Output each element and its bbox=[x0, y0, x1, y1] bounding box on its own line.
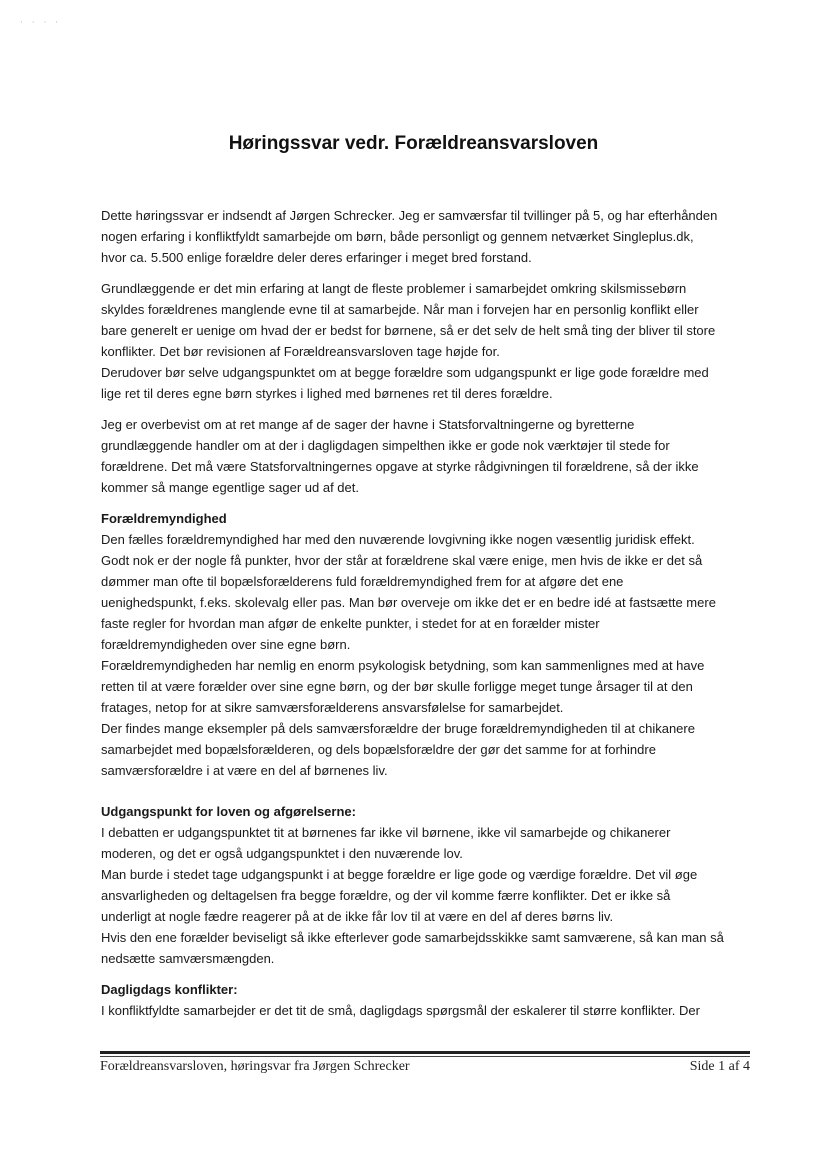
text-line: Forældremyndigheden har nemlig en enorm psykologisk betydning, som kan sammenlignes med at have bbox=[101, 658, 705, 673]
section-heading: Forældremyndighed bbox=[101, 511, 227, 526]
text-line: forældrene. Det må være Statsforvaltningernes opgave at styrke rådgivningen til forældrene, så der ikke bbox=[101, 459, 699, 474]
section-udgangspunkt bbox=[101, 801, 751, 969]
text-line: I debatten er udgangspunktet tit at børnenes far ikke vil børnene, ikke vil samarbejde og chikanerer bbox=[101, 825, 671, 840]
text-line: kommer så mange egentlige sager ud af det. bbox=[101, 480, 359, 495]
text-line: nedsætte samværsmængden. bbox=[101, 951, 275, 966]
text-line: dømmer man ofte til bopælsforælderens fuld forældremyndighed frem for at afgøre det ene bbox=[101, 574, 624, 589]
text-line: grundlæggende handler om at der i dagligdagen simpelthen ikke er gode nok værktøjer til stede for bbox=[101, 438, 670, 453]
text-line: Jeg er overbevist om at ret mange af de sager der havne i Statsforvaltningerne og byretterne bbox=[101, 417, 635, 432]
section-heading: Udgangspunkt for loven og afgørelserne: bbox=[101, 804, 356, 819]
text-line: Der findes mange eksempler på dels samværsforældre der bruge forældremyndigheden til at chikanere bbox=[101, 721, 695, 736]
document-body bbox=[101, 205, 751, 1031]
text-line: Derudover bør selve udgangspunktet om at begge forældre som udgangspunkt er lige gode forældre med bbox=[101, 365, 709, 380]
text-line: forældremyndigheden over sine egne børn. bbox=[101, 637, 351, 652]
spacer bbox=[101, 791, 751, 801]
page-number: Side 1 af 4 bbox=[689, 1059, 750, 1074]
text-line: faste regler for hvordan man afgør de enkelte punkter, i stedet for at en forælder mister bbox=[101, 616, 600, 631]
footer-divider bbox=[100, 1051, 750, 1054]
text-line: samarbejdet med bopælsforælderen, og dels bopælsforældre der gør det samme for at forhindre bbox=[101, 742, 656, 757]
scan-marks: · · · · bbox=[20, 18, 62, 28]
paragraph-intro bbox=[101, 205, 751, 268]
text-line: moderen, og det er også udgangspunktet i den nuværende lov. bbox=[101, 846, 463, 861]
text-line: nogen erfaring i konfliktfyldt samarbejde om børn, både personligt og gennem netværket Singleplus.dk, bbox=[101, 229, 694, 244]
text-line: lige ret til deres egne børn styrkes i lighed med børnenes ret til deres forældre. bbox=[101, 386, 553, 401]
text-line: retten til at være forælder over sine egne børn, og der bør skulle forligge meget tunge årsager til at den bbox=[101, 679, 693, 694]
text-line: hvor ca. 5.500 enlige forældre deler deres erfaringer i meget bred forstand. bbox=[101, 250, 532, 265]
text-line: I konfliktfyldte samarbejder er det tit de små, dagligdags spørgsmål der eskalerer til større konflikter. Der bbox=[101, 1003, 700, 1018]
text-line: ansvarligheden og deltagelsen fra begge forældre, og der vil komme færre konflikter. Det er ikke så bbox=[101, 888, 671, 903]
text-line: Dette høringssvar er indsendt af Jørgen Schrecker. Jeg er samværsfar til tvillinger på 5, og har efterhånden bbox=[101, 208, 718, 223]
document-title: Høringssvar vedr. Forældreansvarsloven bbox=[228, 133, 599, 154]
text-line: underligt at nogle fædre reagerer på at de ikke får lov til at være en del af deres børns liv. bbox=[101, 909, 614, 924]
text-line: bare generelt er uenige om hvad der er bedst for børnene, så er det selv de helt små ting der bliver til store bbox=[101, 323, 716, 338]
text-line: Man burde i stedet tage udgangspunkt i at begge forældre er lige gode og værdige forældre. Det vil øge bbox=[101, 867, 698, 882]
section-heading: Dagligdags konflikter: bbox=[101, 982, 238, 997]
footer-divider-thin bbox=[100, 1056, 750, 1057]
text-line: konflikter. Det bør revisionen af Forældreansvarsloven tage højde for. bbox=[101, 344, 500, 359]
section-foraeldremyndighed bbox=[101, 508, 751, 781]
section-dagligdags bbox=[101, 979, 751, 1021]
paragraph-cooperation bbox=[101, 278, 751, 404]
text-line: Grundlæggende er det min erfaring at langt de fleste problemer i samarbejdet omkring skilsmissebørn bbox=[101, 281, 687, 296]
text-line: Den fælles forældremyndighed har med den nuværende lovgivning ikke nogen væsentlig juridisk effekt. bbox=[101, 532, 695, 547]
footer-document-title: Forældreansvarsloven, høringsvar fra Jørgen Schrecker bbox=[100, 1059, 410, 1074]
text-line: uenighedspunkt, f.eks. skolevalg eller pas. Man bør overveje om ikke det er en bedre idé at fastsætte mere bbox=[101, 595, 716, 610]
text-line: Godt nok er der nogle få punkter, hvor der står at forældrene skal være enige, men hvis de ikke er det så bbox=[101, 553, 703, 568]
text-line: skyldes forældrenes manglende evne til at samarbejde. Når man i forvejen har en personlig konflikt eller bbox=[101, 302, 699, 317]
text-line: samværsforældre i at være en del af børnenes liv. bbox=[101, 763, 388, 778]
paragraph-statsforvaltning bbox=[101, 414, 751, 498]
text-line: Hvis den ene forælder beviseligt så ikke efterlever gode samarbejdsskikke samt samværene, så kan man så bbox=[101, 930, 724, 945]
text-line: fratages, netop for at sikre samværsforælderens ansvarsfølelse for samarbejdet. bbox=[101, 700, 564, 715]
